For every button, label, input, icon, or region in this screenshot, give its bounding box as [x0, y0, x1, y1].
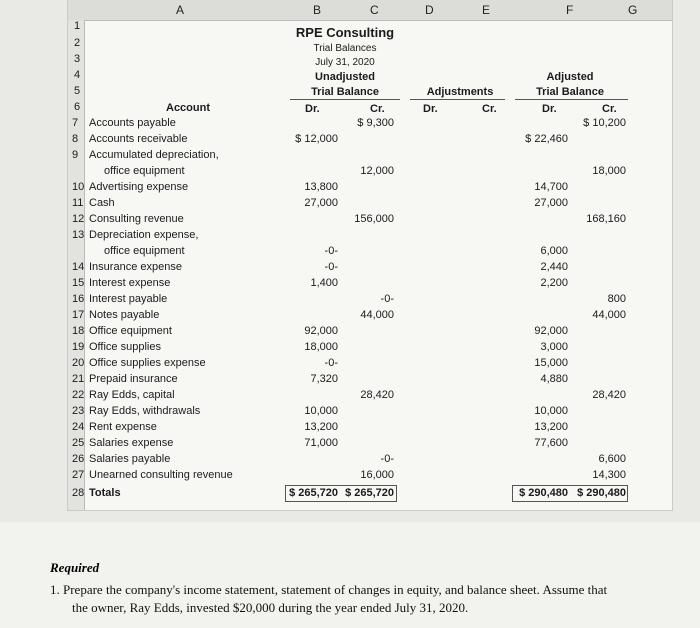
account-name: Depreciation expense, [89, 229, 199, 241]
adjusted-dr-heading: Dr. [542, 103, 557, 115]
adjustments-heading: Adjustments [426, 86, 494, 98]
required-section [0, 522, 700, 628]
unadjusted-dr-value: 1,400 [310, 277, 338, 289]
column-a-header[interactable]: A [176, 3, 185, 17]
unadjusted-heading: Unadjusted [315, 71, 375, 83]
adjusted-cr-value: 28,420 [592, 389, 626, 401]
adjusted-cr-total: $ 290,480 [577, 487, 626, 499]
unadjusted-dr-value: 27,000 [304, 197, 338, 209]
adjusted-dr-value: 6,000 [540, 245, 568, 257]
adjusted-dr-value: $ 22,460 [525, 133, 568, 145]
account-name: Ray Edds, withdrawals [89, 405, 201, 417]
row-number[interactable]: 9 [72, 149, 79, 161]
adjusted-cr-heading: Cr. [602, 103, 617, 115]
row-number[interactable]: 5 [74, 85, 81, 97]
row-number[interactable]: 20 [72, 357, 85, 369]
required-heading: Required [50, 560, 100, 575]
account-name: Interest payable [89, 293, 168, 305]
unadjusted-cr-value: 44,000 [360, 309, 394, 321]
column-d-header[interactable]: D [425, 3, 434, 17]
adjusted-dr-total: $ 290,480 [519, 487, 568, 499]
row-number[interactable]: 7 [72, 117, 79, 129]
adjustments-cr-heading: Cr. [482, 103, 497, 115]
row-number[interactable]: 26 [72, 453, 85, 465]
account-name: Notes payable [89, 309, 160, 321]
unadjusted-cr-value: 16,000 [360, 469, 394, 481]
adjustments-header-rule [410, 99, 505, 100]
account-name: Interest expense [89, 277, 171, 289]
row-number[interactable]: 10 [72, 181, 85, 193]
adjusted-cr-value: 18,000 [592, 165, 626, 177]
account-name: office equipment [104, 245, 185, 257]
unadjusted-dr-value: 18,000 [304, 341, 338, 353]
adjusted-trial-balance-heading: Trial Balance [536, 86, 604, 98]
unadjusted-dr-value: -0- [324, 357, 338, 369]
account-name: Accounts receivable [89, 133, 188, 145]
adjusted-dr-value: 13,200 [534, 421, 568, 433]
row-number[interactable]: 2 [74, 37, 81, 49]
unadjusted-dr-value: -0- [324, 261, 338, 273]
column-b-header[interactable]: B [313, 3, 322, 17]
row-number[interactable]: 22 [72, 389, 85, 401]
adjusted-dr-value: 77,600 [534, 437, 568, 449]
adjusted-dr-value: 14,700 [534, 181, 568, 193]
report-date: July 31, 2020 [315, 57, 375, 68]
report-title: Trial Balances [313, 43, 377, 54]
row-number[interactable]: 18 [72, 325, 85, 337]
row-number[interactable]: 3 [74, 53, 81, 65]
row-number[interactable]: 6 [74, 101, 81, 113]
account-name: office equipment [104, 165, 185, 177]
unadjusted-dr-value: 7,320 [310, 373, 338, 385]
adjusted-cr-value: $ 10,200 [583, 117, 626, 129]
unadjusted-trial-balance-heading: Trial Balance [311, 86, 379, 98]
adjustments-dr-heading: Dr. [423, 103, 438, 115]
required-line-2: the owner, Ray Edds, invested $20,000 during the year ended July 31, 2020. [72, 600, 469, 615]
adjusted-dr-value: 92,000 [534, 325, 568, 337]
account-name: Unearned consulting revenue [89, 469, 233, 481]
unadjusted-dr-value: -0- [324, 245, 338, 257]
adjusted-cr-value: 44,000 [592, 309, 626, 321]
row-number[interactable]: 19 [72, 341, 85, 353]
row-number[interactable]: 28 [72, 487, 85, 499]
adjusted-cr-value: 800 [607, 293, 626, 305]
account-name: Salaries payable [89, 453, 171, 465]
account-name: Salaries expense [89, 437, 174, 449]
account-name: Office supplies expense [89, 357, 206, 369]
account-name: Office equipment [89, 325, 172, 337]
account-name: Ray Edds, capital [89, 389, 175, 401]
row-number[interactable]: 4 [74, 69, 81, 81]
row-number[interactable]: 21 [72, 373, 85, 385]
unadjusted-cr-value: 12,000 [360, 165, 394, 177]
account-heading: Account [166, 102, 210, 114]
unadjusted-cr-value: 156,000 [354, 213, 394, 225]
adjusted-dr-value: 3,000 [540, 341, 568, 353]
adjusted-header-rule [515, 99, 628, 100]
column-g-header[interactable]: G [628, 3, 638, 17]
adjusted-dr-value: 2,200 [540, 277, 568, 289]
unadjusted-dr-heading: Dr. [305, 103, 320, 115]
unadjusted-dr-value: $ 12,000 [295, 133, 338, 145]
row-number[interactable]: 27 [72, 469, 85, 481]
account-name: Insurance expense [89, 261, 182, 273]
adjusted-dr-value: 27,000 [534, 197, 568, 209]
account-name: Rent expense [89, 421, 157, 433]
column-c-header[interactable]: C [370, 3, 379, 17]
adjusted-heading: Adjusted [546, 71, 594, 83]
unadjusted-cr-value: -0- [380, 293, 394, 305]
unadjusted-dr-total: $ 265,720 [289, 487, 338, 499]
adjusted-cr-value: 6,600 [598, 453, 626, 465]
unadjusted-cr-heading: Cr. [370, 103, 385, 115]
unadjusted-dr-value: 92,000 [304, 325, 338, 337]
row-number[interactable]: 8 [72, 133, 79, 145]
column-e-header[interactable]: E [482, 3, 491, 17]
account-name: Consulting revenue [89, 213, 184, 225]
unadjusted-dr-value: 13,200 [304, 421, 338, 433]
row-number[interactable]: 12 [72, 213, 85, 225]
row-number[interactable]: 1 [74, 20, 81, 32]
adjusted-dr-value: 10,000 [534, 405, 568, 417]
unadjusted-totals-box [285, 485, 397, 502]
unadjusted-cr-value: 28,420 [360, 389, 394, 401]
row-number[interactable]: 25 [72, 437, 85, 449]
adjusted-dr-value: 15,000 [534, 357, 568, 369]
row-number[interactable]: 11 [72, 197, 84, 209]
unadjusted-cr-total: $ 265,720 [345, 487, 394, 499]
unadjusted-header-rule [290, 99, 400, 100]
row-number[interactable]: 15 [72, 277, 85, 289]
unadjusted-dr-value: 13,800 [304, 181, 338, 193]
column-header-bar [68, 0, 672, 21]
row-number[interactable]: 16 [72, 293, 85, 305]
row-number[interactable]: 23 [72, 405, 85, 417]
unadjusted-cr-value: -0- [380, 453, 394, 465]
row-number[interactable]: 24 [72, 421, 85, 433]
adjusted-totals-box [512, 485, 628, 502]
adjusted-cr-value: 14,300 [592, 469, 626, 481]
account-name: Office supplies [89, 341, 161, 353]
account-name: Cash [89, 197, 115, 209]
unadjusted-cr-value: $ 9,300 [357, 117, 394, 129]
required-line-1: 1. Prepare the company's income statement, statement of changes in equity, and balance sheet. Assume that [50, 582, 608, 597]
unadjusted-dr-value: 10,000 [304, 405, 338, 417]
adjusted-dr-value: 2,440 [540, 261, 568, 273]
account-name: Accumulated depreciation, [89, 149, 219, 161]
row-number[interactable]: 13 [72, 229, 85, 241]
account-name: Accounts payable [89, 117, 176, 129]
company-name: RPE Consulting [295, 25, 395, 40]
account-name: Prepaid insurance [89, 373, 178, 385]
unadjusted-dr-value: 71,000 [304, 437, 338, 449]
totals-label: Totals [89, 487, 121, 499]
column-f-header[interactable]: F [566, 3, 574, 17]
account-name: Advertising expense [89, 181, 189, 193]
adjusted-dr-value: 4,880 [540, 373, 568, 385]
row-number[interactable]: 14 [72, 261, 85, 273]
row-number[interactable]: 17 [72, 309, 85, 321]
adjusted-cr-value: 168,160 [586, 213, 626, 225]
